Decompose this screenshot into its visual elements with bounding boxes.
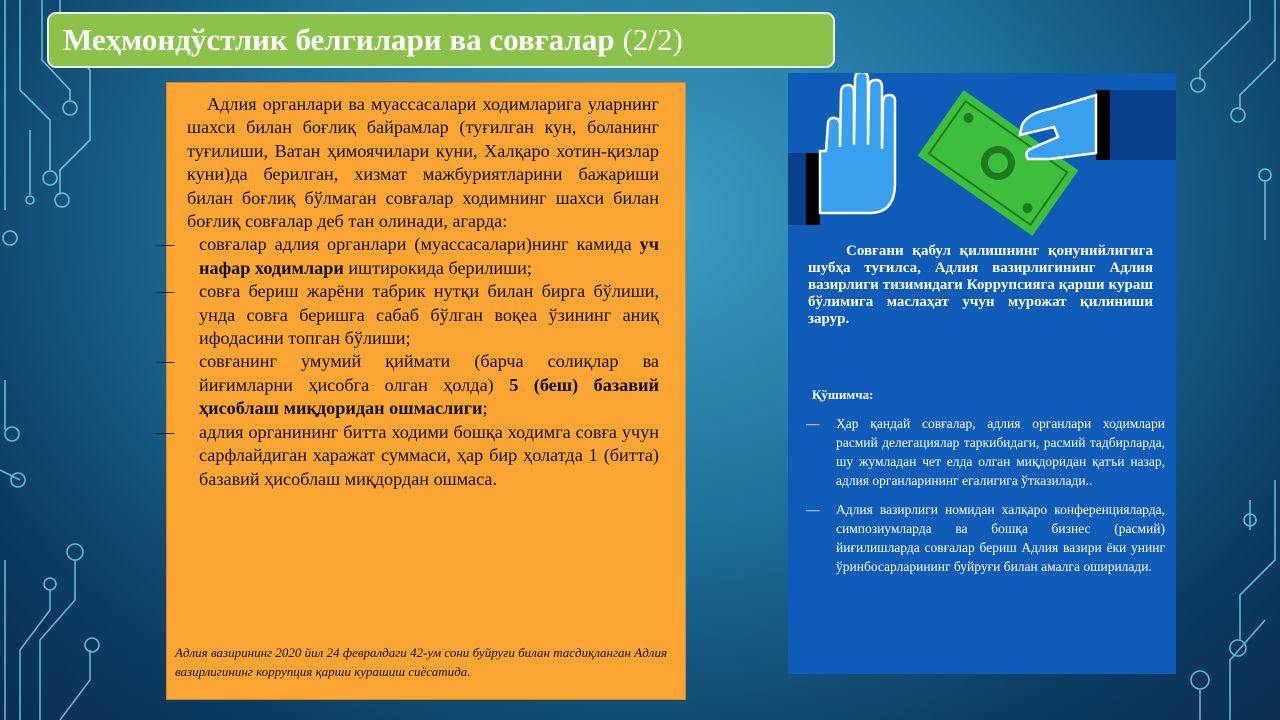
item-bold-text: уч нафар ходимлари [199,234,659,278]
gift-conditions-list [156,233,660,490]
list-item [156,280,659,350]
item-text: ; [482,398,488,419]
dash-bullet: — [156,351,175,372]
dash-bullet: — [156,234,175,255]
item-text: Адлия вазирлиги номидан халқаро конференцияларда, симпозиумларда ва бошқа бизнес (расмий) йиғилишларда совғалар бериш Адлия вазири ёки унинг ўринбосарларининг буйруғи билан амалга оширилади. [836,502,1165,574]
circuit-decoration-left [0,0,110,720]
refusing-hand-icon [788,73,895,225]
slide-title [47,12,835,68]
money-offering-hand-icon [918,90,1176,236]
dash-bullet: — [806,416,820,431]
slide-title-part: (2/2) [622,22,683,57]
list-item [806,414,1165,490]
dash-bullet: — [156,281,175,302]
dash-bullet: — [806,502,820,517]
list-item [156,233,659,280]
item-text: совға бериш жарёни табрик нутқи билан бирга бўлиши, унда совға беришга сабаб бўлган воқеа ўзининг аниқ ифодасини топган бўлиши; [199,281,659,349]
item-text: Ҳар қандай совғалар, адлия органлари ходимлари расмий делегациялар таркибидаги, расмий тадбирларда, шу жумладан чет елда олган миқдоридан қатъи назар, адлия органларининг егалигига ўтказилади.. [836,416,1165,488]
hands-illustration [788,73,1176,238]
item-text: совғанинг умумий қиймати (барча солиқлар ва йиғимларни ҳисобга олган ҳолда) [199,351,659,395]
circuit-decoration-right [1170,0,1280,720]
source-footnote: Адлия вазирининг 2020 йил 24 февралдаги 42-ум сони буйруғи билан тасдиқланган Адлия вазирлигининг коррупция қарши курашиш сиёсатида. [175,645,667,679]
item-text: совғалар адлия органлари (муассасалари)нинг камида [199,234,640,255]
item-bold-text: 5 (беш) базавий ҳисоблаш миқдоридан ошмаслиги [199,374,660,419]
item-text: иштирокида берилиши; [343,257,532,278]
item-text: адлия органининг битта ходими бошқа ходимга совға учун сарфлайдиган харажат суммаси, ҳар бир ҳолатда 1 (битта) базавий ҳисоблаш миқдордан ошмаса. [199,421,659,489]
list-item [156,421,659,491]
slide-title-main: Меҳмондўстлик белгилари ва совғалар [63,22,615,57]
gift-advice-panel [788,73,1176,674]
dash-bullet: — [156,421,175,442]
list-item [806,500,1165,576]
extra-list [806,414,1165,586]
list-item [156,350,660,420]
extra-heading: Қўшимча: [812,387,874,402]
gift-rules-panel [156,82,686,700]
gift-rules-intro: Адлия органлари ва муассасалари ходимларига уларнинг шахси билан боғлиқ байрамлар (туғилган кун, боланинг туғилиши, Ватан ҳимоячилари куни, Халқаро хотин-қизлар куни)да берилган, хизмат мажбуриятларини бажариши билан боғлиқ бўлмаган совғалар ходимнинг шахси билан боғлиқ совғалар деб тан олинади, агарда: [187,94,659,232]
advice-text: Совғани қабул қилишнинг қонунийлигига шубҳа туғилса, Адлия вазирлигининг Адлия вазирлиги тизимидаги Коррупсияга қарши кураш бўлимига маслаҳат учун мурожат қилиниши зарур. [808,243,1153,327]
